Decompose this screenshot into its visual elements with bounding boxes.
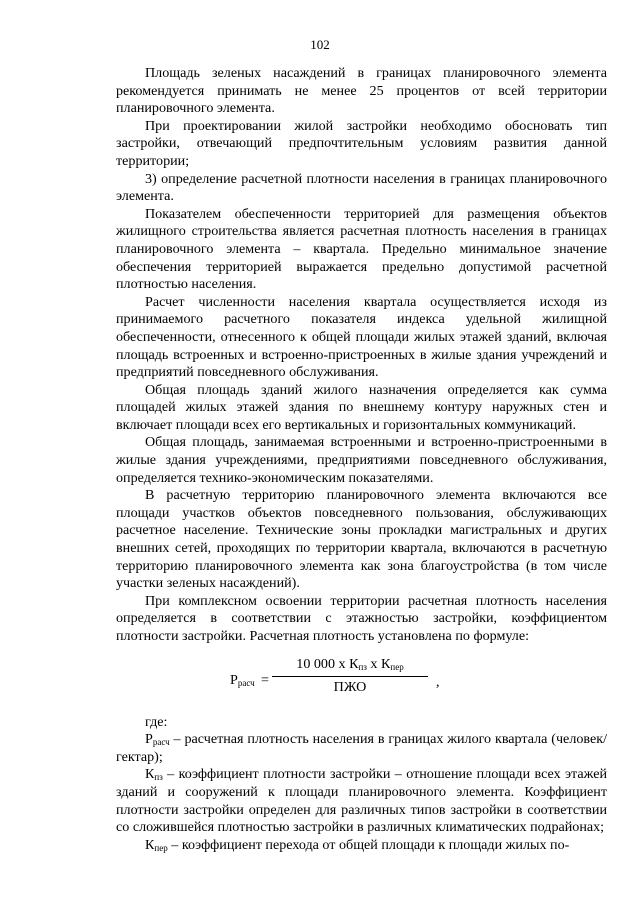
numerator-subscript-1: пз (358, 661, 367, 672)
definition-p-rasch (116, 731, 607, 766)
definition-k-pz (116, 766, 607, 836)
paragraph: Показателем обеспеченности территорией для размещения объектов жилищного строительства является расчетная плотность населения в границах планировочного элемента – квартала. Предельно минимальное значение обеспечения территорией выражается предельно допустимой расчетной плотностью населения. (116, 205, 607, 293)
paragraph: При проектировании жилой застройки необходимо обосновать тип застройки, отвечающий предпочтительным условиям развития данной территории; (116, 117, 607, 169)
paragraph: 3) определение расчетной плотности населения в границах планировочного элемента. (116, 170, 607, 205)
formula-numerator (276, 656, 424, 673)
formula-trailing-comma: , (436, 673, 440, 690)
where-label: где: (145, 713, 168, 730)
definition-symbol: Р (145, 731, 153, 748)
definition-k-per (116, 837, 607, 855)
formula-lhs-subscript: расч (237, 677, 255, 688)
formula-equals: = (261, 671, 269, 688)
paragraph: Общая площадь, занимаемая встроенными и встроенно-пристроенными в жилые здания учреждениями, предприятиями повседневного обслуживания, определяется технико-экономическим показателями. (116, 434, 607, 486)
document-body (116, 65, 607, 854)
definition-subscript: расч (152, 737, 170, 748)
numerator-part-1: 10 000 х К (296, 655, 359, 672)
definition-text: – коэффициент плотности застройки – отношение площади всех этажей зданий и сооружений к площади планировочного элемента. Коэффициент плотности застройки определен для различных типов застройки в соответствии со сложившейся плотностью застройки в различных климатических подрайонах; (116, 766, 607, 836)
definition-symbol: К (145, 836, 155, 853)
paragraph: Расчет численности населения квартала осуществляется исходя из принимаемого расчетного показателя индекса удельной жилищной обеспеченности, отнесенного к общей площади жилых этажей зданий, включая площадь встроенных и встроенно-пристроенных в жилые здания учреждений и предприятий повседневного обслуживания. (116, 293, 607, 381)
formula-denominator: ПЖО (333, 678, 367, 695)
formula-lhs (230, 672, 255, 689)
paragraph: Площадь зеленых насаждений в границах планировочного элемента рекомендуется принимать не менее 25 процентов от всей территории планировочного элемента. (116, 65, 607, 117)
definition-text: – коэффициент перехода от общей площади к площади жилых по- (167, 836, 570, 853)
fraction-bar (272, 676, 428, 677)
definition-subscript: пер (154, 842, 168, 853)
numerator-part-2: х К (366, 655, 391, 672)
definition-text: – расчетная плотность населения в границах жилого квартала (человек/гектар); (116, 731, 607, 765)
paragraph: Общая площадь зданий жилого назначения определяется как сумма площадей жилых этажей здания по внешнему контуру наружных стен и включает площади всех его вертикальных и горизонтальных коммуникаций. (116, 381, 607, 433)
definition-subscript: пз (154, 772, 163, 783)
definition-symbol: К (145, 766, 155, 783)
page-number: 102 (310, 37, 330, 52)
formula-lhs-symbol: Р (230, 671, 238, 688)
paragraph: В расчетную территорию планировочного элемента включаются все площади участков объектов повседневного пользования, обслуживающих расчетное население. Технические зоны прокладки магистральных и других внешних сетей, проходящих по территории квартала, включаются в расчетную территорию планировочного элемента как зона благоустройства (в том числе участки зеленых насаждений). (116, 487, 607, 592)
density-formula (116, 652, 607, 708)
paragraph: При комплексном освоении территории расчетная плотность населения определяется в соответствии с этажностью застройки, коэффициентом плотности застройки. Расчетная плотность установлена по формуле: (116, 592, 607, 644)
numerator-subscript-2: пер (390, 661, 404, 672)
